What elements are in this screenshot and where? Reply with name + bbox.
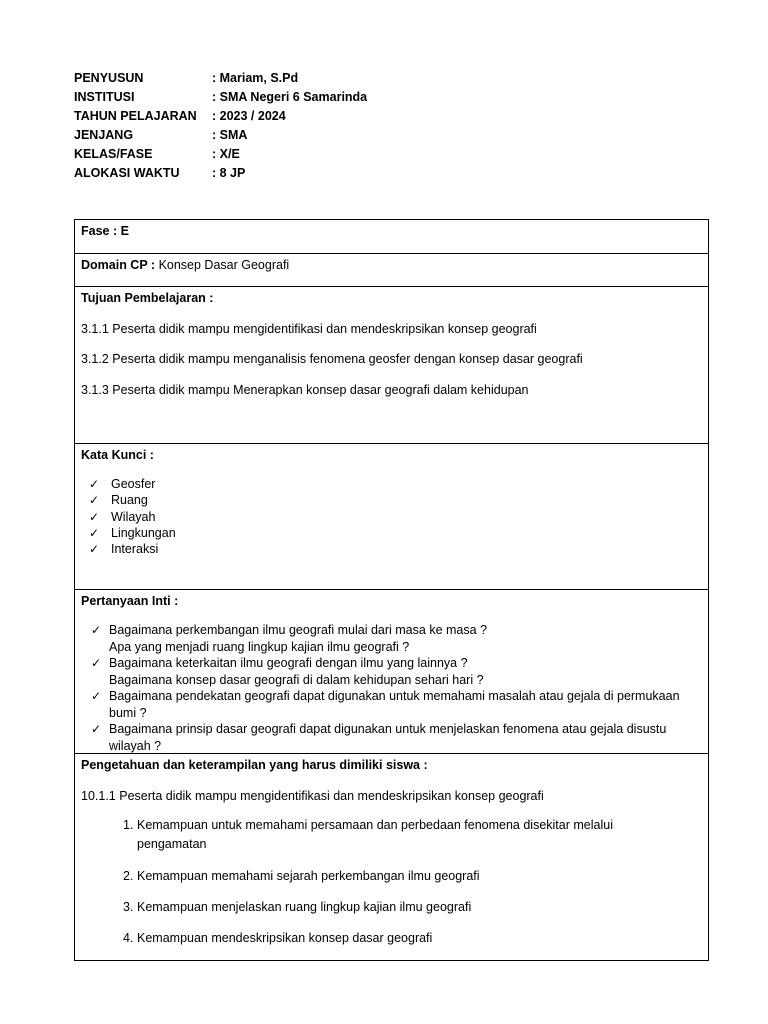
keyword: Ruang: [111, 493, 148, 508]
list-item: [91, 672, 702, 689]
meta-row-kelas-fase: [74, 145, 367, 164]
meta-row-alokasi-waktu: [74, 164, 367, 183]
pengetahuan-title: Pengetahuan dan keterampilan yang harus dimiliki siswa :: [81, 758, 428, 772]
tujuan-title: Tujuan Pembelajaran :: [81, 291, 214, 305]
checkmark-icon: ✓: [91, 656, 102, 670]
meta-value: : SMA Negeri 6 Samarinda: [212, 90, 368, 104]
checkmark-icon: ✓: [89, 509, 100, 524]
pengetahuan-subtitle: 10.1.1 Peserta didik mampu mengidentifikasi dan mendeskripsikan konsep geografi: [81, 789, 544, 803]
checkmark-icon: ✓: [89, 477, 100, 491]
meta-row-penyusun: [74, 69, 367, 88]
item-text: Kemampuan menjelaskan ruang lingkup kajian ilmu geografi: [137, 900, 472, 914]
item-text: Kemampuan memahami sejarah perkembangan ilmu geografi: [137, 869, 480, 883]
meta-row-tahun-pelajaran: [74, 107, 367, 126]
section-domain-cp: [75, 256, 708, 287]
question-text: Bagaimana keterkaitan ilmu geografi dengan ilmu yang lainnya ?: [109, 656, 468, 670]
question-text: Bagaimana perkembangan ilmu geografi mulai dari masa ke masa ?: [109, 623, 487, 637]
section-pengetahuan-keterampilan: [75, 756, 708, 960]
item-text: Kemampuan untuk memahami persamaan dan perbedaan fenomena disekitar melalui pengamatan: [137, 818, 613, 851]
list-item: [123, 816, 668, 854]
checkmark-icon: ✓: [89, 493, 100, 508]
item-number: 4.: [123, 931, 134, 945]
keyword: Geosfer: [111, 477, 156, 491]
tujuan-item: 3.1.3 Peserta didik mampu Menerapkan konsep dasar geografi dalam kehidupan: [81, 383, 529, 397]
kata-kunci-title: Kata Kunci :: [81, 448, 154, 462]
document-header: [74, 69, 367, 183]
list-item: [89, 509, 176, 525]
tujuan-item: 3.1.1 Peserta didik mampu mengidentifikasi dan mendeskripsikan konsep geografi: [81, 322, 537, 336]
list-item: [89, 541, 176, 557]
list-item: [91, 721, 702, 754]
list-item: [91, 622, 702, 639]
kata-kunci-list: [89, 476, 176, 557]
meta-row-institusi: [74, 88, 367, 107]
meta-label: ALOKASI WAKTU: [74, 166, 180, 180]
checkmark-icon: ✓: [91, 722, 102, 736]
domain-cp-label: Domain CP :: [81, 258, 156, 272]
domain-cp-value: Konsep Dasar Geografi: [155, 258, 290, 272]
meta-value: : X/E: [212, 147, 240, 161]
list-item: [123, 898, 668, 917]
item-number: 2.: [123, 869, 134, 883]
meta-value: : 2023 / 2024: [212, 109, 286, 123]
keyword: Interaksi: [111, 542, 159, 557]
meta-value: : Mariam, S.Pd: [212, 71, 299, 85]
meta-label: TAHUN PELAJARAN: [74, 109, 197, 123]
meta-value: : SMA: [212, 128, 248, 142]
meta-row-jenjang: [74, 126, 367, 145]
section-kata-kunci: [75, 446, 708, 590]
fase-label: Fase : E: [81, 224, 129, 238]
list-item: [89, 492, 176, 508]
list-item: [123, 867, 668, 886]
section-fase: [75, 222, 708, 254]
list-item: [89, 525, 176, 541]
pertanyaan-title: Pertanyaan Inti :: [81, 594, 179, 608]
list-item: [91, 639, 702, 656]
list-item: [89, 476, 176, 492]
item-text: Kemampuan mendeskripsikan konsep dasar geografi: [137, 931, 433, 945]
list-item: [91, 688, 702, 721]
pertanyaan-list: [91, 622, 702, 754]
question-text: Apa yang menjadi ruang lingkup kajian ilmu geografi ?: [109, 639, 410, 654]
meta-label: KELAS/FASE: [74, 147, 153, 161]
checkmark-icon: ✓: [91, 623, 102, 637]
keyword: Wilayah: [111, 509, 156, 524]
meta-value: : 8 JP: [212, 166, 246, 180]
item-number: 1.: [123, 818, 134, 832]
checkmark-icon: ✓: [91, 689, 102, 703]
tujuan-item: 3.1.2 Peserta didik mampu menganalisis fenomena geosfer dengan konsep dasar geografi: [81, 352, 583, 366]
question-text: Bagaimana konsep dasar geografi di dalam kehidupan sehari hari ?: [109, 672, 484, 687]
item-number: 3.: [123, 900, 134, 914]
checkmark-icon: ✓: [89, 525, 100, 540]
domain-cp-row: [81, 256, 702, 274]
list-item: [91, 655, 702, 672]
meta-label: PENYUSUN: [74, 71, 144, 85]
list-item: [123, 929, 668, 948]
checkmark-icon: ✓: [89, 542, 100, 557]
keyword: Lingkungan: [111, 525, 176, 540]
question-text: Bagaimana pendekatan geografi dapat digunakan untuk memahami masalah atau gejala di permukaan bumi ?: [109, 689, 680, 720]
meta-label: INSTITUSI: [74, 90, 135, 104]
meta-label: JENJANG: [74, 128, 134, 142]
question-text: Bagaimana prinsip dasar geografi dapat digunakan untuk menjelaskan fenomena atau gejala disustu wilayah ?: [109, 722, 667, 753]
section-tujuan-pembelajaran: [75, 289, 708, 444]
module-table: [74, 219, 709, 961]
section-pertanyaan-inti: [75, 592, 708, 754]
